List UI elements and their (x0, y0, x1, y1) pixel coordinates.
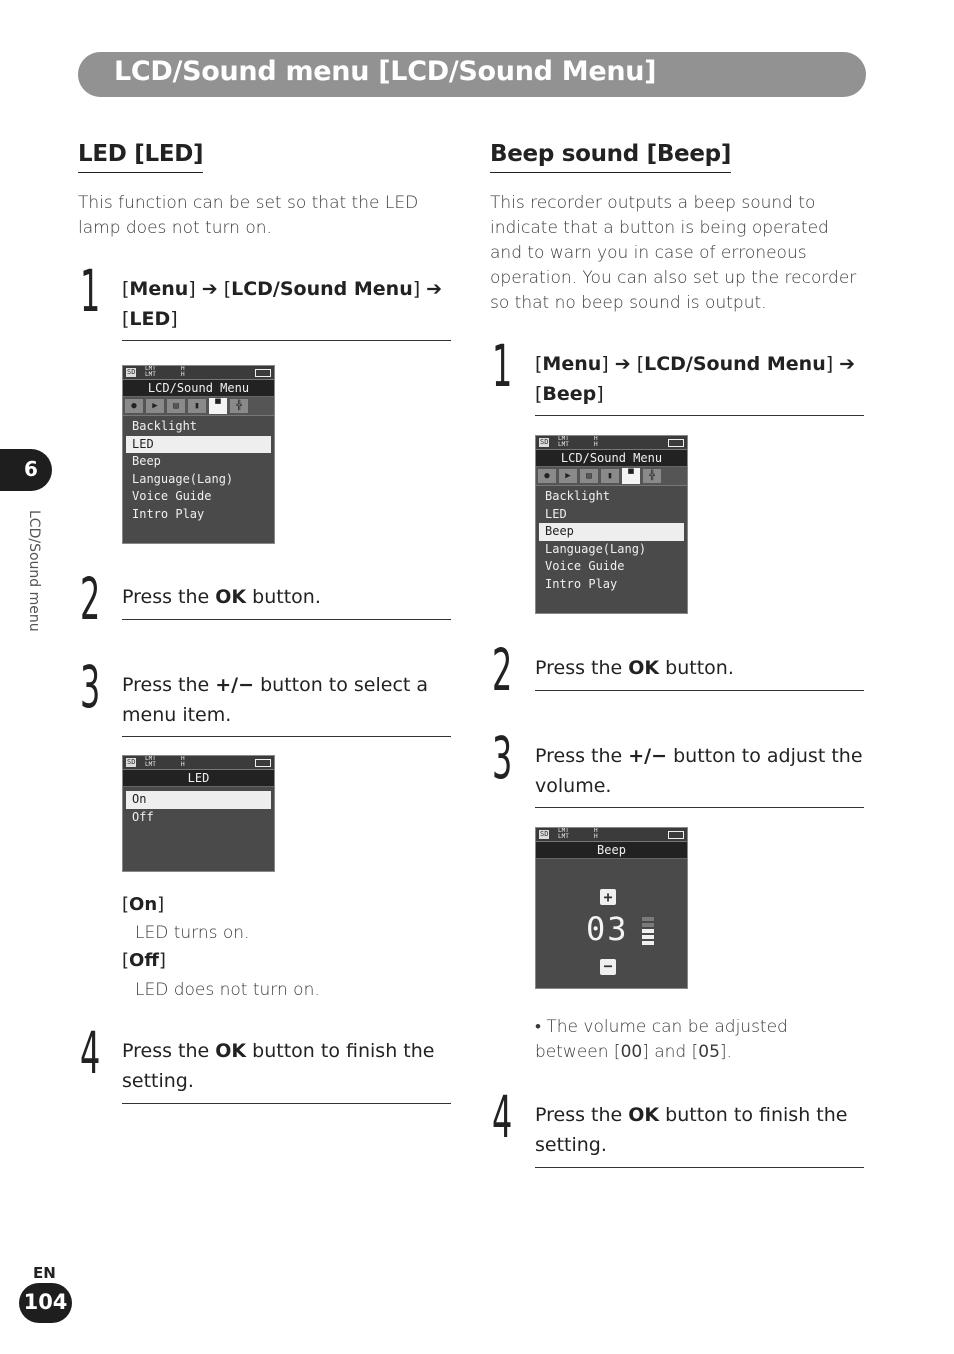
sd-card-icon: SD (540, 438, 549, 446)
page-title: LCD/Sound menu [LCD/Sound Menu] (114, 56, 657, 87)
beep-volume-note: • The volume can be adjusted between [00] and [05]. (535, 1017, 788, 1062)
beep-step4-number: 4 (492, 1083, 513, 1151)
mode-indicator: H H (181, 365, 185, 378)
page-number-badge (19, 1283, 72, 1323)
lcd-menu-list (123, 416, 274, 523)
ok-label: OK (215, 1040, 247, 1062)
file-icon: ▤ (580, 469, 598, 483)
lcd-tab-icons (123, 397, 274, 416)
lcd-menu-item: Beep (132, 454, 161, 468)
lcd-option-selected: On (126, 791, 271, 809)
lcd-beep-header: Beep (536, 842, 687, 859)
beep-step4-text: Press the OK button to finish the setting. (535, 1104, 848, 1156)
level-bar (642, 941, 654, 945)
display-icon: ▀ (209, 398, 227, 414)
chapter-tab (0, 449, 52, 491)
lcd-menu-item-selected: Beep (539, 523, 684, 541)
led-section-title: LED [LED] (78, 141, 203, 173)
led-step2-text: Press the OK button. (122, 586, 321, 608)
divider (535, 690, 864, 691)
plus-icon: + (600, 889, 616, 905)
led-step4-number: 4 (80, 1019, 101, 1087)
language-code: EN (33, 1264, 56, 1282)
sd-card-icon: SD (127, 758, 136, 766)
play-icon: ▶ (146, 399, 164, 413)
divider (122, 619, 451, 620)
option-on-desc: LED turns on. (135, 923, 250, 943)
level-bar (642, 935, 654, 939)
lcd-option: Off (132, 809, 154, 824)
mic-icon: ● (125, 399, 143, 413)
lcd-menu-item: Intro Play (545, 576, 618, 591)
beep-step1-text: [Menu] ➔ [LCD/Sound Menu] ➔ [Beep] (535, 353, 856, 405)
lcd-status-bar (123, 756, 274, 770)
led-intro: This function can be set so that the LED lamp does not turn on. (78, 193, 419, 238)
beep-step3-number: 3 (492, 724, 513, 792)
mode-indicator: H H (594, 435, 598, 448)
lcd-menu-item: LED (545, 506, 567, 521)
device-icon: ▮ (188, 399, 206, 413)
divider (122, 736, 451, 737)
chapter-number: 6 (24, 457, 38, 481)
tools-icon: ╬ (643, 469, 661, 483)
lcd-led-list (123, 787, 274, 826)
beep-step3-text: Press the +/− button to adjust the volume. (535, 745, 863, 797)
lcd-beep-screen (535, 827, 688, 989)
lcd-menu-item: Intro Play (132, 506, 205, 521)
battery-icon (255, 759, 271, 767)
file-icon: ▤ (167, 399, 185, 413)
battery-icon (668, 831, 684, 839)
lcd-status-bar (536, 828, 687, 842)
plus-minus-label: +/− (628, 745, 668, 767)
volume-level-bars (642, 917, 654, 945)
lcd-status-bar (123, 366, 274, 380)
lcd-menu-item: Backlight (132, 419, 198, 433)
ok-label: OK (215, 586, 247, 608)
header-banner (78, 52, 866, 97)
lmt-indicator: LMT LMT (145, 365, 156, 378)
lcd-tab-icons (536, 467, 687, 486)
chapter-label: LCD/Sound menu (26, 510, 42, 632)
divider (535, 807, 864, 808)
lcd-menu-item: Backlight (545, 489, 611, 503)
option-off-label: [Off] (122, 950, 166, 971)
lcd-menu-screen-led (122, 365, 275, 544)
option-on-label: [On] (122, 894, 165, 915)
lcd-menu-header: LCD/Sound Menu (123, 380, 274, 397)
lcd-menu-header: LCD/Sound Menu (536, 450, 687, 467)
play-icon: ▶ (559, 469, 577, 483)
lcd-menu-item: Language(Lang) (545, 541, 647, 556)
option-off-desc: LED does not turn on. (135, 980, 320, 1000)
led-step3-text: Press the +/− button to select a menu item. (122, 674, 429, 726)
beep-intro: This recorder outputs a beep sound to indicate that a button is being operated and to warn you in case of erroneous operation. You can also set up the recorder so that no beep sound is output. (490, 193, 857, 313)
lcd-menu-item: Voice Guide (132, 489, 212, 503)
lmt-indicator: LMT LMT (145, 755, 156, 768)
battery-icon (668, 439, 684, 447)
led-step4-text: Press the OK button to finish the setting. (122, 1040, 435, 1092)
mode-indicator: H H (181, 755, 185, 768)
tools-icon: ╬ (230, 399, 248, 413)
volume-value: 03 (586, 910, 629, 948)
level-bar (642, 917, 654, 921)
minus-icon: − (600, 959, 616, 975)
volume-display (536, 859, 687, 987)
lcd-menu-list (536, 486, 687, 593)
plus-minus-label: +/− (215, 674, 255, 696)
beep-step2-text: Press the OK button. (535, 657, 734, 679)
led-step2-number: 2 (80, 565, 101, 633)
battery-icon (255, 369, 271, 377)
led-step1-text: [Menu] ➔ [LCD/Sound Menu] ➔ [LED] (122, 278, 443, 330)
beep-step2-number: 2 (492, 636, 513, 704)
sd-card-icon: SD (540, 830, 549, 838)
lcd-led-screen (122, 755, 275, 872)
lcd-menu-screen-beep (535, 435, 688, 614)
lcd-menu-item-selected: LED (126, 436, 271, 454)
beep-step1-number: 1 (492, 332, 513, 400)
level-bar (642, 929, 654, 933)
led-step1-number: 1 (80, 257, 101, 325)
ok-label: OK (628, 657, 660, 679)
mic-icon: ● (538, 469, 556, 483)
divider (122, 340, 451, 341)
led-step3-number: 3 (80, 653, 101, 721)
sd-card-icon: SD (127, 368, 136, 376)
beep-section-title: Beep sound [Beep] (490, 141, 731, 173)
level-bar (642, 923, 654, 927)
lcd-menu-item: Voice Guide (545, 559, 625, 573)
lcd-led-header: LED (123, 770, 274, 787)
device-icon: ▮ (601, 469, 619, 483)
divider (535, 1167, 864, 1168)
divider (535, 415, 864, 416)
lcd-status-bar (536, 436, 687, 450)
page-number: 104 (23, 1290, 68, 1314)
divider (122, 1103, 451, 1104)
lcd-menu-item: Language(Lang) (132, 471, 234, 486)
lmt-indicator: LMT LMT (558, 435, 569, 448)
lmt-indicator: LMT LMT (558, 827, 569, 840)
mode-indicator: H H (594, 827, 598, 840)
ok-label: OK (628, 1104, 660, 1126)
display-icon: ▀ (622, 468, 640, 484)
